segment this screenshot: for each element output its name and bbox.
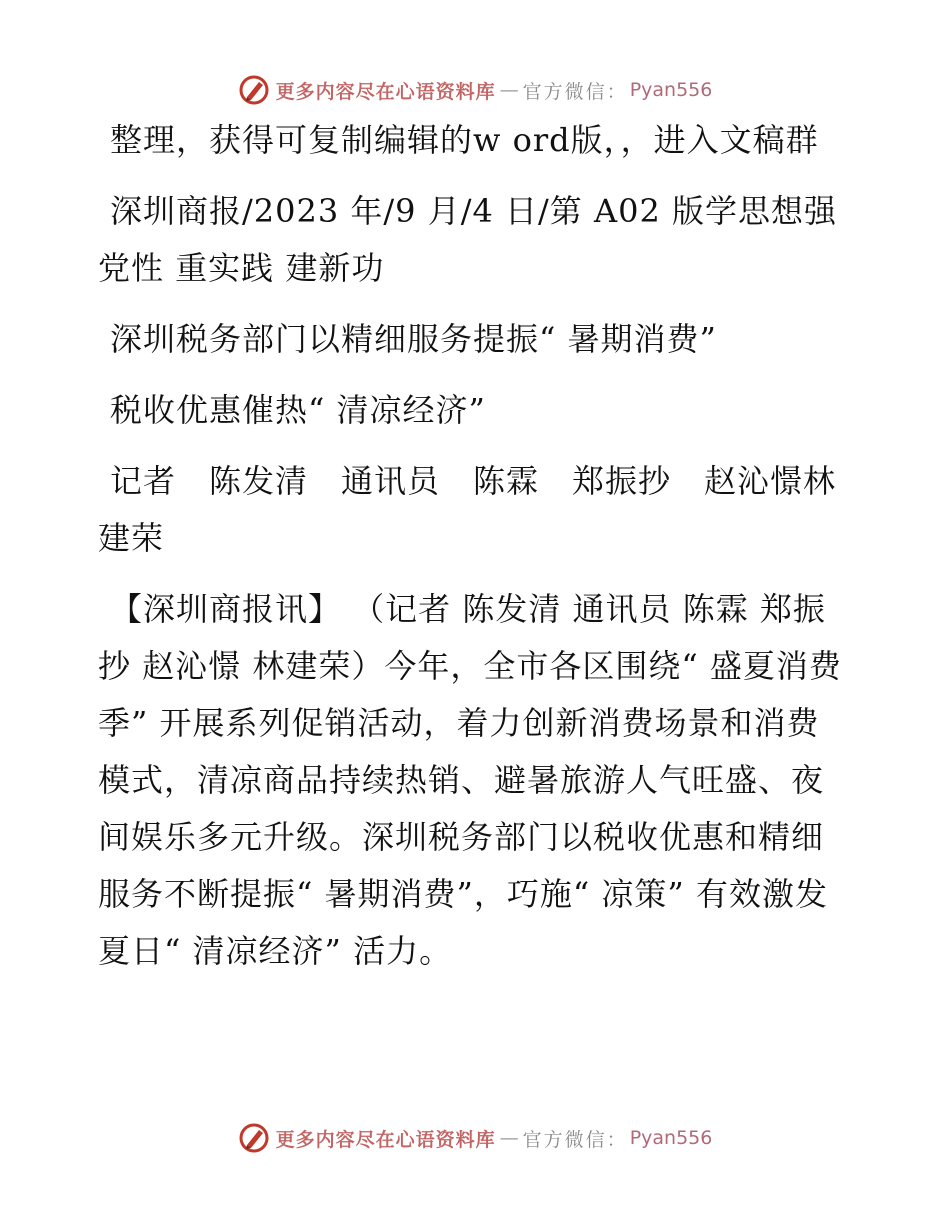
- footer-watermark: [0, 1118, 950, 1158]
- banner-subtitle: 官方微信：: [522, 80, 628, 103]
- pen-logo-icon: [238, 1122, 270, 1154]
- banner-dash: —: [499, 79, 519, 101]
- pen-logo-icon: [238, 74, 270, 106]
- article-subheadline: 税收优惠催热“ 清凉经济”: [110, 391, 486, 429]
- banner-title: 更多内容尽在心语资料库: [275, 1128, 496, 1151]
- paragraph-intro: 整理，获得可复制编辑的w ord版，，进入文稿群: [110, 121, 819, 159]
- banner-wechat-id: Pyan556: [629, 1127, 713, 1149]
- banner-title: 更多内容尽在心语资料库: [275, 80, 496, 103]
- article-headline: 深圳税务部门以精细服务提振“ 暑期消费”: [110, 320, 717, 358]
- banner-dash: —: [499, 1127, 519, 1149]
- article-body: 【深圳商报讯】 （记者 陈发清 通讯员 陈霖 郑振抄 赵沁憬 林建荣）今年，全市各区围绕“ 盛夏消费季” 开展系列促销活动，着力创新消费场景和消费模式，清凉商品持续热销、避暑旅游人气旺盛、夜间娱乐多元升级。深圳税务部门以税收优惠和精细服务不断提振“ 暑期消费”，巧施“ 凉策” 有效激发夏日“ 清凉经济” 活力。: [98, 590, 842, 970]
- banner-wechat-id: Pyan556: [629, 79, 713, 101]
- article-byline: 记者 陈发清 通讯员 陈霖 郑振抄 赵沁憬林建荣: [98, 462, 837, 557]
- document-body: [98, 112, 850, 980]
- header-watermark: [0, 70, 950, 110]
- banner-subtitle: 官方微信：: [522, 1128, 628, 1151]
- paragraph-source: 深圳商报/2023 年/9 月/4 日/第 A02 版学思想强党性 重实践 建新功: [98, 192, 837, 287]
